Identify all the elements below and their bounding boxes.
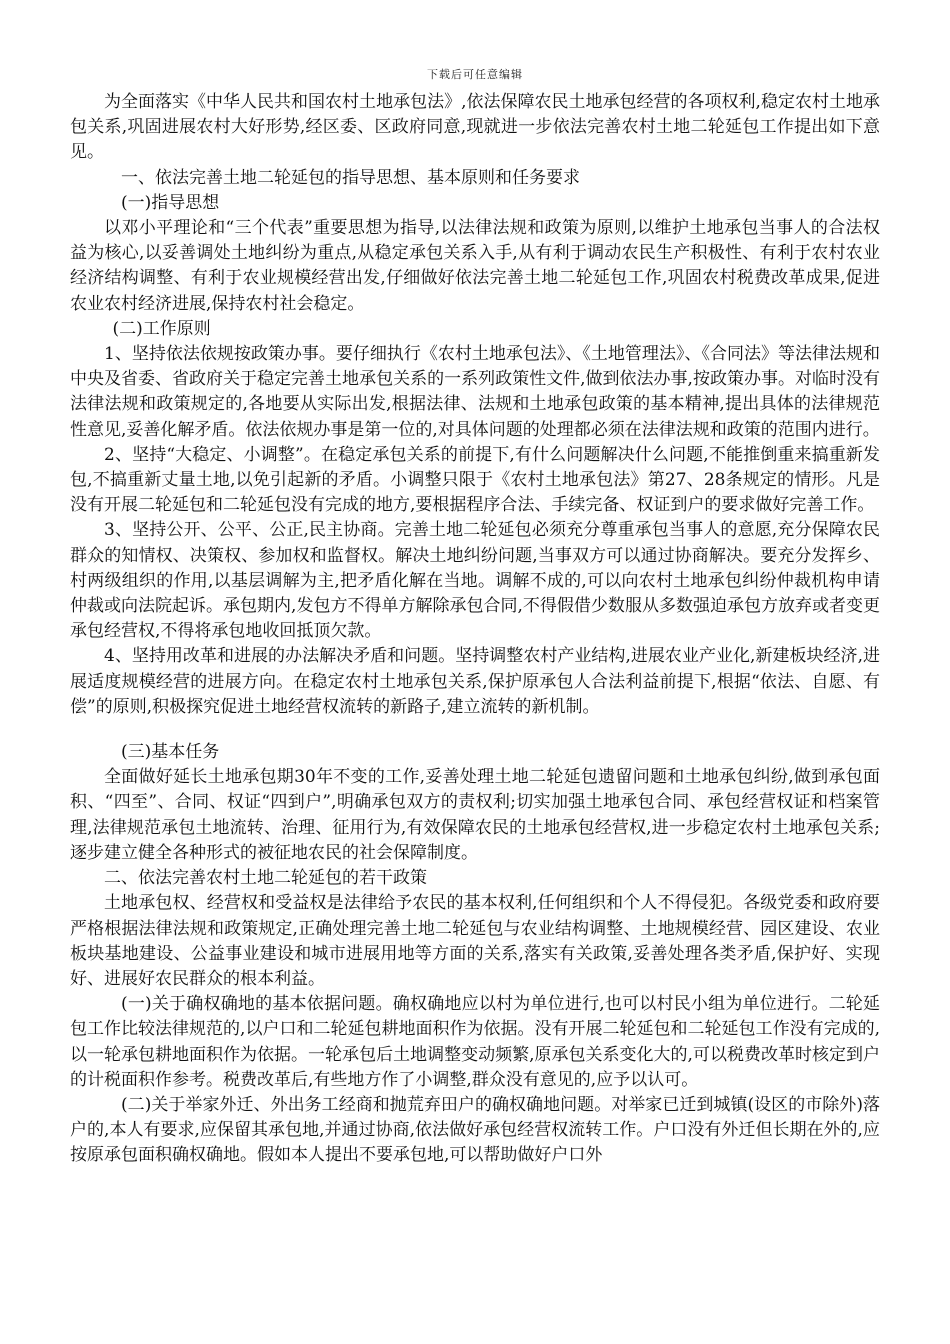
paragraph-gap [70, 720, 880, 740]
page-header: 下载后可任意编辑 [427, 68, 523, 81]
intro-paragraph: 为全面落实《中华人民共和国农村土地承包法》,依法保障农民土地承包经营的各项权利,稳定农村土地承包关系,巩固进展农村大好形势,经区委、区政府同意,现就进一步依法完善农村土地二轮延包工作提出如下意见。 [70, 92, 880, 163]
principle-2-paragraph: 2、坚持“大稳定、小调整”。在稳定承包关系的前提下,有什么问题解决什么问题,不能推倒重来搞重新发包,不搞重新丈量土地,以免引起新的矛盾。小调整只限于《农村土地承包法》第27、28条规定的情形。凡是没有开展二轮延包和二轮延包没有完成的地方,要根据程序合法、手续完备、权证到户的要求做好完善工作。 [70, 444, 880, 516]
principle-3-paragraph: 3、坚持公开、公平、公正,民主协商。完善土地二轮延包必须充分尊重承包当事人的意愿,充分保障农民群众的知情权、决策权、参加权和监督权。解决土地纠纷问题,当事双方可以通过协商解决。要充分发挥乡、村两级组织的作用,以基层调解为主,把矛盾化解在当地。调解不成的,可以向农村土地承包纠纷仲裁机构申请仲裁或向法院起诉。承包期内,发包方不得单方解除承包合同,不得假借少数服从多数强迫承包方放弃或者变更承包经营权,不得将承包地收回抵顶欠款。 [70, 520, 880, 642]
principle-1-paragraph: 1、坚持依法依规按政策办事。要仔细执行《农村土地承包法》、《土地管理法》、《合同法》等法律法规和中央及省委、省政府关于稳定完善土地承包关系的一系列政策性文件,做到依法办事,按政策办事。对临时没有法律法规和政策规定的,各地要从实际出发,根据法律、法规和土地承包政策的基本精神,提出具体的法律规范性意见,妥善化解矛盾。依法依规办事是第一位的,对具体问题的处理都必须在法律法规和政策的范围内进行。 [70, 344, 880, 440]
subsection-guiding-ideology-body: 以邓小平理论和“三个代表”重要思想为指导,以法律法规和政策为原则,以维护土地承包当事人的合法权益为核心,以妥善调处土地纠纷为重点,从稳定承包关系入手,从有利于调动农民生产积极性、有利于农村农业经济结构调整、有利于农业规模经营出发,仔细做好依法完善土地二轮延包工作,巩固农村税费改革成果,促进农业农村经济进展,保持农村社会稳定。 [70, 218, 880, 314]
section-1-title: 一、依法完善土地二轮延包的指导思想、基本原则和任务要求 [121, 167, 580, 188]
subsection-work-principles-title: (二)工作原则 [112, 318, 211, 339]
document-body [70, 90, 880, 1169]
principle-4-paragraph: 4、坚持用改革和进展的办法解决矛盾和问题。坚持调整农村产业结构,进展农业产业化,新建板块经济,进展适度规模经营的进展方向。在稳定农村土地承包关系,保护原承包人合法利益前提下,根据“依法、自愿、有偿”的原则,积极探究促进土地经营权流转的新路子,建立流转的新机制。 [70, 646, 880, 717]
subsection-basic-tasks-body: 全面做好延长土地承包期30年不变的工作,妥善处理土地二轮延包遗留问题和土地承包纠纷,做到承包面积、“四至”、合同、权证“四到户”,明确承包双方的责权利;切实加强土地承包合同、承包经营权证和档案管理,法律规范承包土地流转、治理、征用行为,有效保障农民的土地承包经营权,进一步稳定农村土地承包关系;逐步建立健全各种形式的被征地农民的社会保障制度。 [70, 767, 880, 863]
policy-1-paragraph: (一)关于确权确地的基本依据问题。确权确地应以村为单位进行,也可以村民小组为单位进行。二轮延包工作比较法律规范的,以户口和二轮延包耕地面积作为依据。没有开展二轮延包和二轮延包工作没有完成的,以一轮承包耕地面积作为依据。一轮承包后土地调整变动频繁,原承包关系变化大的,可以税费改革时核定到户的计税面积作参考。税费改革后,有些地方作了小调整,群众没有意见的,应予以认可。 [70, 994, 880, 1090]
subsection-guiding-ideology-title: (一)指导思想 [121, 192, 220, 213]
section-2-intro-paragraph: 土地承包权、经营权和受益权是法律给予农民的基本权利,任何组织和个人不得侵犯。各级党委和政府要严格根据法律法规和政策规定,正确处理完善土地二轮延包与农业结构调整、土地规模经营、园区建设、农业板块基地建设、公益事业建设和城市进展用地等方面的关系,落实有关政策,妥善处理各类矛盾,保护好、实现好、进展好农民群众的根本利益。 [70, 893, 880, 989]
section-2-title: 二、依法完善农村土地二轮延包的若干政策 [104, 868, 427, 889]
policy-2-paragraph: (二)关于举家外迁、外出务工经商和抛荒弃田户的确权确地问题。对举家已迁到城镇(设区的市除外)落户的,本人有要求,应保留其承包地,并通过协商,依法做好承包经营权流转工作。户口没有外迁但长期在外的,应按原承包面积确权确地。假如本人提出不要承包地,可以帮助做好户口外 [70, 1094, 880, 1166]
subsection-basic-tasks-title: (三)基本任务 [121, 742, 220, 763]
